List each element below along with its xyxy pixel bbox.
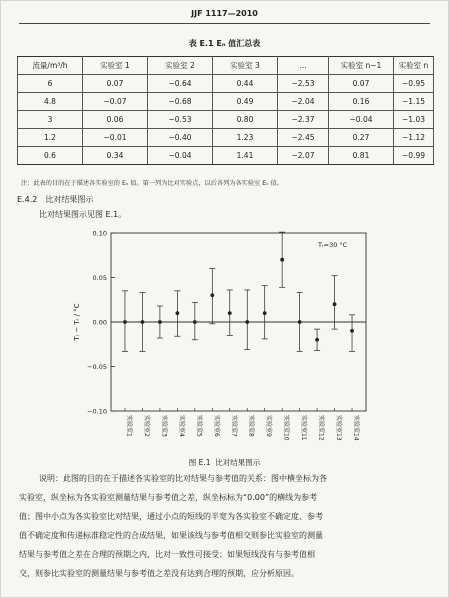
x-tick-label: 实验室9 [265,415,273,437]
table-cell: −0.40 [148,129,213,147]
table-cell: 0.49 [213,93,278,111]
y-tick-label: 0.00 [92,318,107,327]
table-cell: −0.99 [394,147,434,165]
header-cell: 实验室 n−1 [329,57,394,75]
table-cell: 0.27 [329,129,394,147]
section-heading [17,194,93,205]
table-cell: −2.07 [278,147,329,165]
table-cell: −0.07 [83,93,148,111]
y-tick-label: −0.05 [87,363,107,371]
table-row [18,93,434,111]
data-point [350,329,354,333]
data-point [245,320,249,324]
x-tick-label: 实验室14 [352,415,360,441]
table-cell: 4.8 [18,93,83,111]
header-cell: 实验室 2 [148,57,213,75]
x-tick-label: 实验室13 [335,415,343,441]
table-number: 表 E.1 [188,39,214,48]
page-header: JJF 1117—2010 [191,9,258,18]
table-row [18,75,434,93]
table-row [18,147,434,165]
body-line: 值；图中小点为各实验室比对结果，通过小点的短线的半宽为各实验室不确定度、参考 [19,512,323,521]
x-tick-label: 实验室8 [247,415,255,437]
data-point [263,311,267,315]
summary-table [17,56,434,165]
data-point [175,311,179,315]
intro-paragraph: 比对结果图示见图 E.1。 [39,210,127,219]
data-point [158,320,162,324]
figure-title: 比对结果图示 [215,458,261,467]
body-line: 值不确定度和传递标准稳定性的合成结果，如果该线与参考值相交则参比实验室的测量 [19,531,323,540]
table-cell: −0.64 [148,75,213,93]
table-cell: −1.12 [394,129,434,147]
table-cell: −2.53 [278,75,329,93]
header-cell: 实验室 n [394,57,434,75]
body-line: 结果与参考值之差在合理的预期之内，比对一致性可接受；如果短线没有与参考值相 [19,550,315,559]
table-cell: 0.81 [329,147,394,165]
data-point [210,293,214,297]
table-row [18,111,434,129]
section-number: E.4.2 [17,195,38,204]
data-point [228,311,232,315]
table-cell: 0.06 [83,111,148,129]
table-row [18,129,434,147]
table-cell: 0.34 [83,147,148,165]
table-cell: 1.2 [18,129,83,147]
header-cell: 流量/m³/h [18,57,83,75]
table-cell: 1.23 [213,129,278,147]
body-line: 说明：此图的目的在于描述各实验室的比对结果与参考值的关系：图中横坐标为各 [39,474,327,483]
x-tick-label: 实验室10 [282,415,290,441]
data-point [333,302,337,306]
data-point [193,320,197,324]
table-cell: 3 [18,111,83,129]
table-cell: −2.45 [278,129,329,147]
y-tick-label: 0.05 [92,274,107,282]
table-cell: −1.15 [394,93,434,111]
table-cell: −0.04 [329,111,394,129]
x-tick-label: 实验室7 [230,415,238,437]
table-header-row [18,57,434,75]
table-note: 注：此表的目的在于描述各实验室的 Eₙ 值。第一列为比对实验点，以后各列为各实验室 Eₙ 值。 [21,180,283,187]
data-point [280,258,284,262]
table-caption: Eₙ 值汇总表 [216,39,261,48]
header-cell: … [278,57,329,75]
x-tick-label: 实验室3 [160,415,168,437]
x-tick-label: 实验室2 [142,415,150,437]
table-cell: 0.80 [213,111,278,129]
table-cell: 1.41 [213,147,278,165]
header-cell: 实验室 1 [83,57,148,75]
table-cell: −0.04 [148,147,213,165]
y-axis-label: Tᵢ − Tᵣ / °C [73,303,81,341]
header-cell: 实验室 3 [213,57,278,75]
data-point [123,320,127,324]
comparison-chart [1,221,449,453]
temperature-annotation: Tᵣ=30 °C [318,241,348,249]
data-point [315,338,319,342]
table-cell: 6 [18,75,83,93]
table-cell: −2.04 [278,93,329,111]
x-tick-label: 实验室5 [195,415,203,437]
figure-number: 图 E.1 [188,458,211,467]
y-tick-label: 0.10 [92,229,107,238]
x-tick-label: 实验室11 [300,415,308,441]
table-cell: −0.01 [83,129,148,147]
table-cell: −0.53 [148,111,213,129]
table-cell: 0.07 [329,75,394,93]
x-tick-label: 实验室1 [125,415,133,437]
x-tick-label: 实验室6 [212,415,220,437]
body-line: 实验室，纵坐标为各实验室测量结果与参考值之差，纵坐标标为“0.00”的横线为参考 [19,493,318,502]
table-title [1,38,448,49]
y-tick-label: −0.10 [87,407,107,416]
header-rule [19,23,430,24]
table-cell: −1.03 [394,111,434,129]
table-cell: −0.95 [394,75,434,93]
table-cell: 0.07 [83,75,148,93]
body-line: 交，则参比实验室的测量结果与参考值之差没有达到合理的预期，应分析原因。 [19,569,299,578]
table-cell: 0.16 [329,93,394,111]
x-tick-label: 实验室12 [317,415,325,441]
figure-caption [1,457,448,468]
data-point [141,320,145,324]
table-cell: −0.68 [148,93,213,111]
section-title: 比对结果图示 [45,195,94,204]
table-cell: −2.37 [278,111,329,129]
data-point [298,320,302,324]
table-cell: 0.44 [213,75,278,93]
table-cell: 0.6 [18,147,83,165]
x-tick-label: 实验室4 [177,415,185,437]
